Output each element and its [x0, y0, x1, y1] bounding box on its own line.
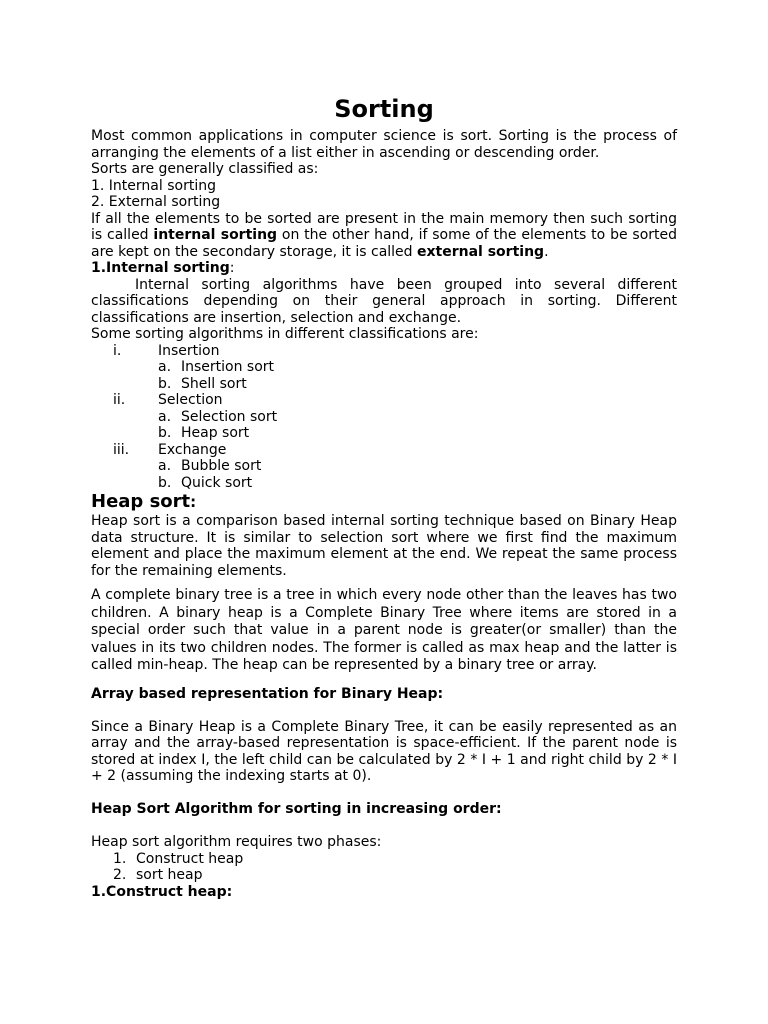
algorithm-heading [91, 801, 677, 818]
definition-paragraph [91, 211, 677, 261]
spacer [91, 818, 677, 835]
list-item [91, 458, 677, 475]
array-representation-heading-text: Array based representation for Binary Heap: [91, 685, 444, 702]
list-marker: i. [113, 342, 122, 359]
list-marker: 1. [113, 850, 127, 867]
list-marker: a. [158, 458, 172, 474]
list-marker: b. [158, 474, 172, 491]
list-item [91, 425, 677, 442]
array-representation-heading [91, 686, 677, 703]
some-algorithms-line: Some sorting algorithms in different classifications are: [91, 326, 479, 342]
list-marker: a. [158, 359, 172, 375]
list-item [91, 343, 677, 360]
list-item-label: Selection [158, 392, 223, 408]
definition-bold-external: external sorting [417, 243, 545, 260]
list-item [91, 392, 677, 409]
list-item-label: Insertion [158, 342, 220, 359]
construct-heap-heading [91, 884, 677, 901]
document-page [91, 92, 677, 900]
definition-text-1: If all the elements to be sorted are present in the main memory then such sorting is called [91, 210, 677, 243]
list-item-label: sort heap [136, 867, 203, 883]
internal-sorting-paragraph: Internal sorting algorithms have been grouped into several different classifications depending on their general approach in sorting. Different classifications are insertion, selection and exchange. [91, 276, 677, 326]
array-representation-paragraph: Since a Binary Heap is a Complete Binary Tree, it can be easily represented as an array and the array-based representation is space-efficient. If the parent node is stored at index I, the left child can be calculated by 2 * I + 1 and right child by 2 * I + 2 (assuming the indexing starts at 0). [91, 718, 677, 784]
list-item-label: Exchange [158, 441, 227, 458]
list-item [91, 475, 677, 492]
spacer [91, 675, 677, 686]
list-marker: a. [158, 408, 172, 425]
list-item [91, 376, 677, 393]
list-marker: ii. [113, 392, 126, 408]
phases-intro: Heap sort algorithm requires two phases: [91, 834, 382, 850]
list-marker: b. [158, 425, 172, 441]
definition-bold-internal: internal sorting [153, 227, 278, 243]
list-item [91, 409, 677, 426]
algorithm-heading-text: Heap Sort Algorithm for sorting in increasing order: [91, 801, 502, 817]
list-item [91, 359, 677, 376]
intro-paragraph: Most common applications in computer science is sort. Sorting is the process of arranging the elements of a list either in ascending or descending order. [91, 128, 677, 161]
heap-sort-heading-colon: : [190, 493, 197, 511]
list-item-label: Quick sort [181, 474, 253, 491]
heap-sort-paragraph-2: A complete binary tree is a tree in which every node other than the leaves has two children. A binary heap is a Complete Binary Tree where items are stored in a special order such that value in a parent node is greater(or smaller) than the values in its two children nodes. The former is called as max heap and the latter is called min-heap. The heap can be represented by a binary tree or array. [91, 587, 677, 673]
list-item-label: Selection sort [181, 408, 278, 425]
page-title: Sorting [334, 95, 434, 123]
internal-sorting-heading-colon: : [229, 260, 235, 276]
spacer [91, 785, 677, 802]
heap-sort-paragraph-1: Heap sort is a comparison based internal sorting technique based on Binary Heap data structure. It is similar to selection sort where we first find the maximum element and place the maximum element at the end. We repeat the same process for the remaining elements. [91, 513, 677, 579]
class-item-external: 2. External sorting [91, 194, 221, 210]
list-marker: iii. [113, 441, 130, 458]
list-item [91, 867, 677, 884]
heap-sort-heading [91, 492, 677, 512]
heap-sort-heading-text: Heap sort [91, 491, 191, 512]
spacer [91, 579, 677, 587]
internal-sorting-heading [91, 260, 677, 277]
list-item [91, 851, 677, 868]
list-item-label: Heap sort [181, 425, 250, 441]
classification-list [91, 343, 677, 492]
class-item-internal: 1. Internal sorting [91, 177, 216, 194]
list-item-label: Insertion sort [181, 359, 275, 375]
list-item [91, 442, 677, 459]
spacer [91, 702, 677, 719]
definition-text-2: on the other hand, if some of the elements to be sorted are kept on the secondary storage, it is called [91, 227, 678, 260]
list-item-label: Bubble sort [181, 458, 262, 474]
classified-line: Sorts are generally classified as: [91, 161, 319, 177]
definition-text-3: . [544, 243, 549, 260]
list-item-label: Construct heap [136, 850, 244, 867]
construct-heap-heading-text: 1.Construct heap: [91, 883, 233, 900]
list-item-label: Shell sort [181, 375, 247, 392]
list-marker: b. [158, 375, 172, 392]
list-marker: 2. [113, 867, 127, 883]
internal-sorting-heading-text: 1.Internal sorting [91, 260, 230, 276]
